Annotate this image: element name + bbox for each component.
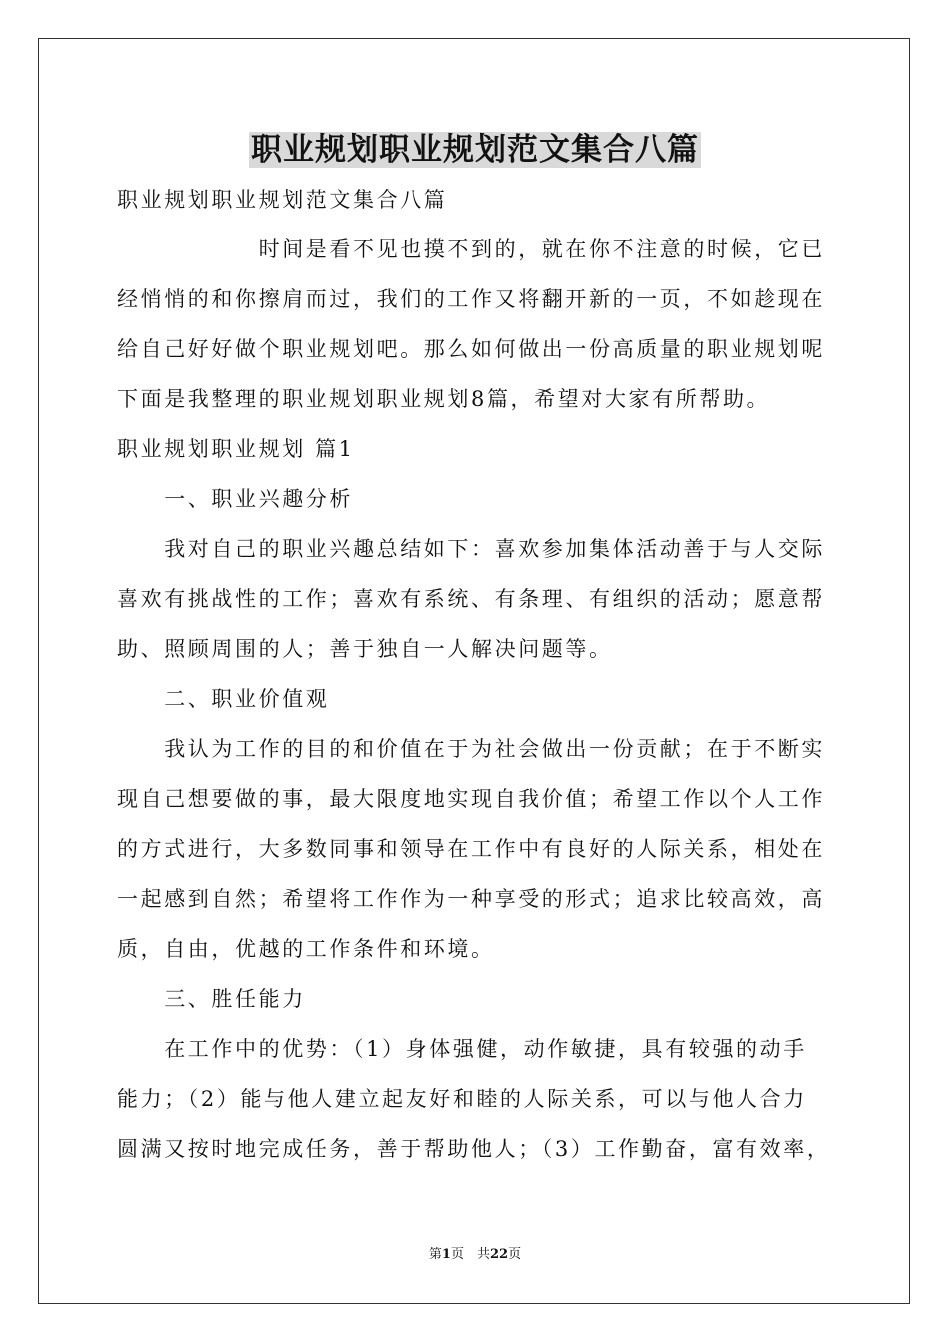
doc-line-15: 一起感到自然；希望将工作作为一种享受的形式；追求比较高效，高: [117, 887, 825, 911]
doc-line-16: 质，自由，优越的工作条件和环境。: [117, 937, 495, 961]
doc-line-4: 给自己好好做个职业规划吧。那么如何做出一份高质量的职业规划呢: [117, 337, 825, 361]
doc-line-5: 下面是我整理的职业规划职业规划8篇，希望对大家有所帮助。: [117, 387, 771, 411]
doc-line-8: 我对自己的职业兴趣总结如下：喜欢参加集体活动善于与人交际: [117, 537, 825, 561]
footer-page-suffix: 页: [508, 1247, 522, 1262]
doc-line-17: 三、胜任能力: [117, 987, 306, 1011]
doc-line-20: 圆满又按时地完成任务，善于帮助他人；（3）工作勤奋，富有效率，: [117, 1137, 831, 1161]
doc-line-14: 的方式进行，大多数同事和领导在工作中有良好的人际关系，相处在: [117, 837, 825, 861]
doc-line-6: 职业规划职业规划 篇1: [117, 437, 355, 461]
doc-line-9: 喜欢有挑战性的工作；喜欢有系统、有条理、有组织的活动；愿意帮: [117, 587, 825, 611]
doc-line-19: 能力；（2）能与他人建立起友好和睦的人际关系，可以与他人合力: [117, 1087, 807, 1111]
doc-line-3: 经悄悄的和你擦肩而过，我们的工作又将翻开新的一页，不如趁现在: [117, 287, 825, 311]
page-footer: [0, 1246, 950, 1264]
doc-line-2: 时间是看不见也摸不到的，就在你不注意的时候，它已: [117, 237, 825, 261]
footer-page-total: 22: [489, 1247, 509, 1262]
doc-line-1: 职业规划职业规划范文集合八篇: [117, 188, 448, 212]
doc-line-18: 在工作中的优势：（1）身体强健，动作敏捷，具有较强的动手: [117, 1037, 807, 1061]
document-title-text: 职业规划职业规划范文集合八篇: [251, 132, 699, 168]
footer-page-current: 1: [441, 1247, 451, 1262]
document-title: [0, 126, 950, 174]
footer-page-mid: 页 共: [450, 1247, 490, 1262]
doc-line-7: 一、职业兴趣分析: [117, 487, 353, 511]
page-border: [38, 38, 910, 1304]
doc-line-10: 助、照顾周围的人；善于独自一人解决问题等。: [117, 637, 613, 661]
doc-line-11: 二、职业价值观: [117, 687, 330, 711]
doc-line-12: 我认为工作的目的和价值在于为社会做出一份贡献；在于不断实: [117, 737, 825, 761]
footer-page-prefix: 第: [428, 1247, 442, 1262]
doc-line-13: 现自己想要做的事，最大限度地实现自我价值；希望工作以个人工作: [117, 787, 825, 811]
